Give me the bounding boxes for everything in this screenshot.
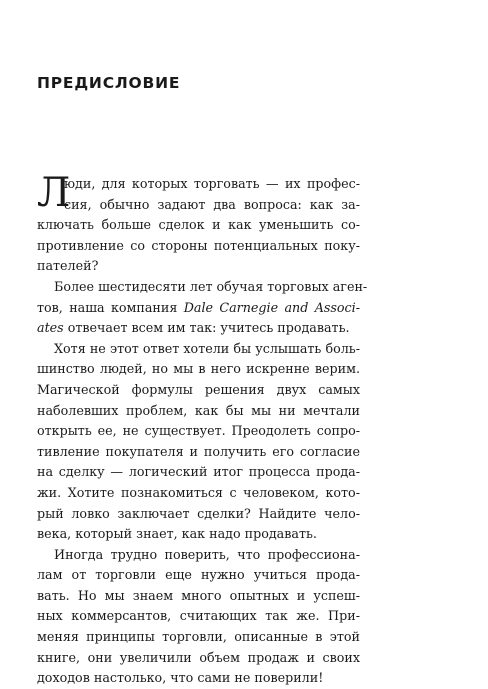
- text-line: пателей?: [37, 258, 99, 274]
- paragraph-4: [37, 545, 360, 689]
- body-text: [37, 170, 368, 689]
- paragraph-2: [37, 277, 368, 339]
- company-name-italic: Dale Carnegie and Associ-: [183, 299, 360, 315]
- text-line: Иногда трудно поверить, что профессиона-: [54, 546, 360, 562]
- text-line: вать. Но мы знаем много опытных и успеш-: [37, 587, 360, 603]
- text-line: Более шестидесяти лет обучая торговых аген-: [54, 278, 368, 294]
- text-line: на сделку — логический итог процесса прода-: [37, 464, 360, 480]
- text-line: Хотя не этот ответ хотели бы услышать боль-: [54, 340, 360, 356]
- chapter-heading: ПРЕДИСЛОВИЕ: [37, 74, 181, 92]
- text-line-mixed: [37, 318, 360, 339]
- paragraph-3: [37, 339, 360, 545]
- text-segment: тов, наша компания: [37, 299, 184, 315]
- text-line: Магической формулы решения двух самых: [37, 381, 360, 397]
- text-line: лам от торговли еще нужно учиться прода-: [37, 567, 360, 583]
- text-line: юди, для которых торговать — их профес-: [64, 176, 360, 191]
- text-line: ных коммерсантов, считающих так же. При-: [37, 608, 360, 624]
- text-line: открыть ее, не существует. Преодолеть сопро-: [37, 423, 360, 439]
- text-line: века, который знает, как надо продавать.: [37, 526, 317, 542]
- text-line: ключать больше сделок и как уменьшить со-: [37, 217, 360, 233]
- text-line: тивление покупателя и получить его согласие: [37, 443, 360, 459]
- dropcap-row: [37, 170, 360, 216]
- text-line: наболевших проблем, как бы мы ни мечтали: [37, 402, 360, 418]
- text-line: рый ловко заключает сделки? Найдите чело-: [37, 505, 360, 521]
- company-name-italic: ates: [37, 320, 64, 336]
- text-line-mixed: [37, 298, 360, 319]
- text-line: сия, обычно задают два вопроса: как за-: [64, 196, 360, 212]
- text-line: меняя принципы торговли, описанные в этой: [37, 629, 360, 645]
- text-line: шинство людей, но мы в него искренне верим.: [37, 361, 360, 377]
- text-line: книге, они увеличили объем продаж и своих: [37, 649, 360, 665]
- text-line: доходов настолько, что сами не поверили!: [37, 670, 324, 686]
- text-segment: отвечает всем им так: учитесь продавать.: [63, 320, 350, 336]
- drop-cap-letter: Л: [37, 170, 71, 216]
- text-line: жи. Хотите познакомиться с человеком, кото-: [37, 484, 360, 500]
- paragraph-1: [37, 170, 360, 277]
- text-line: противление со стороны потенциальных поку-: [37, 237, 360, 253]
